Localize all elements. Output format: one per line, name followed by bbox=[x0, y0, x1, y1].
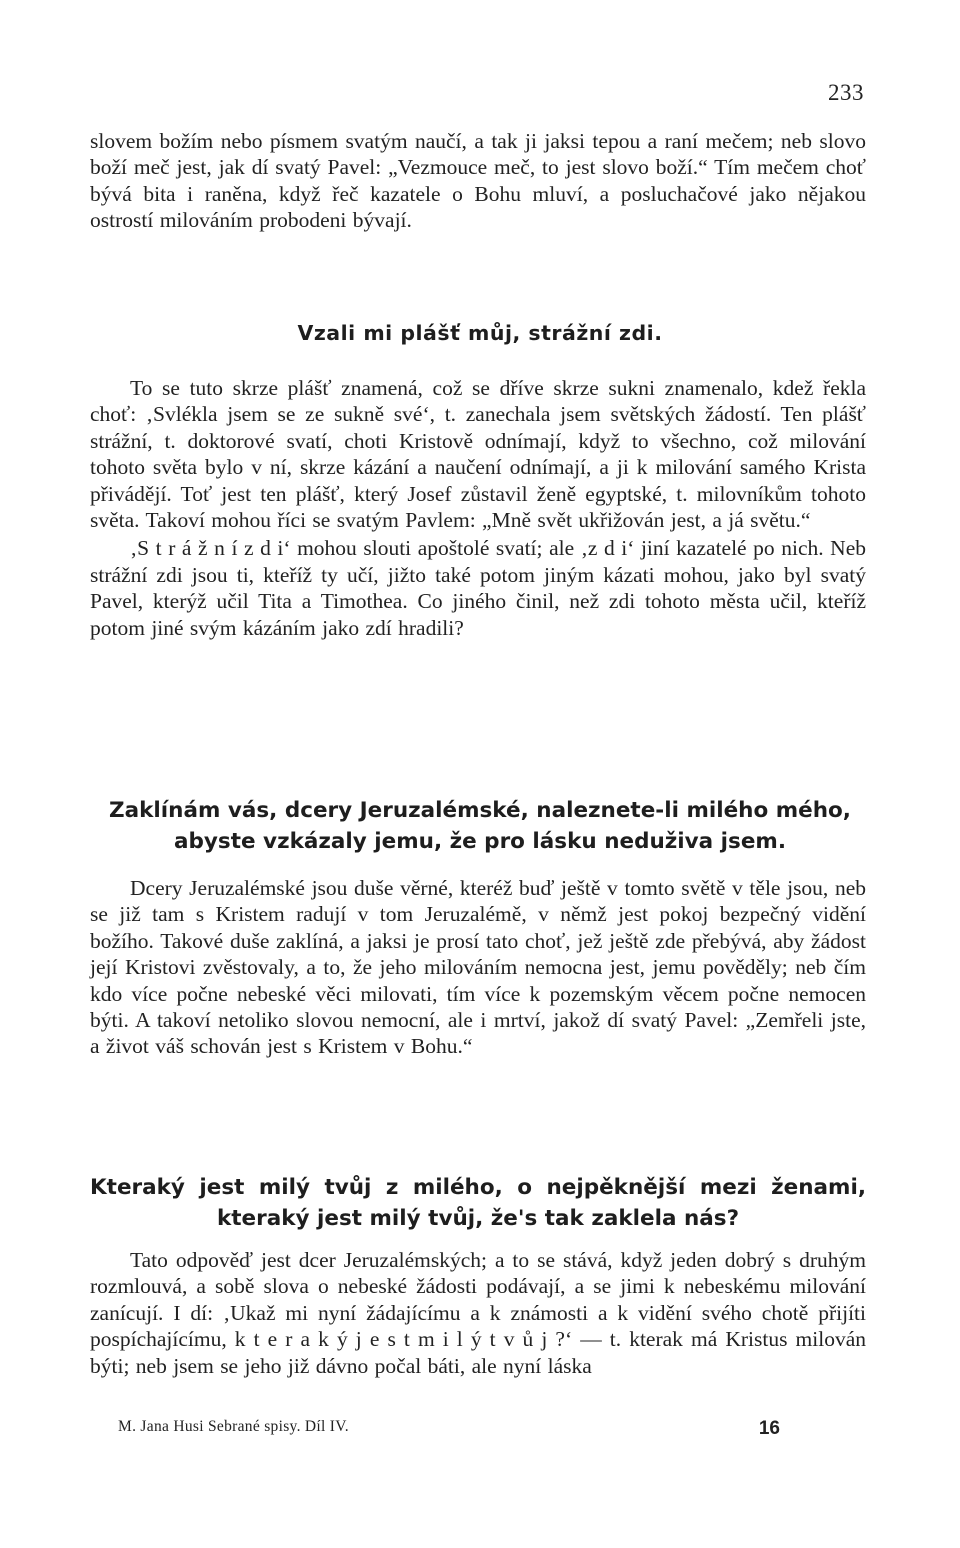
paragraph: slovem božím nebo písmem svatým naučí, a tak ji jaksi tepou a raní mečem; neb slovo boží meč jest, jak dí svatý Pavel: „Vezmouce meč, to jest slovo boží.“ Tím mečem choť bývá bita i raněna, když řeč kazatele o Bohu mluví, a posluchačové jako nějakou ostrostí milováním probodeni bývají. bbox=[90, 129, 866, 233]
footer-title: M. Jana Husi Sebrané spisy. Díl IV. bbox=[118, 1418, 349, 1435]
verse-heading-line: Zaklínám vás, dcery Jeruzalémské, naleznete-li milého mého, bbox=[109, 798, 851, 823]
page-number: 233 bbox=[828, 80, 864, 105]
verse-heading-line: abyste vzkázaly jemu, že pro lásku neduživa jsem. bbox=[174, 829, 786, 854]
paragraph-block-4 bbox=[90, 1247, 866, 1379]
paragraph: To se tuto skrze plášť znamená, což se dříve skrze sukni znamenalo, kdež řekla choť: ‚Svlékla jsem se ze sukně své‘, t. zanechala jsem světských žádostí. Ten plášť strážní, t. doktorové svatí, choti Kristově odnímají, když to všechno, což milování tohoto světa bylo v ní, skrze kázání a naučení odnímají, a ji k milování samého Krista přivádějí. Toť jest ten plášť, který Josef zůstavil ženě egyptské, t. milovníkům tohoto světa. Takoví mohou říci se svatým Pavlem: „Mně svět ukřižován jest, a já světu.“ bbox=[90, 376, 866, 533]
paragraph-block-1 bbox=[90, 128, 866, 234]
paragraph-block-3 bbox=[90, 875, 866, 1060]
paragraph: Tato odpověď jest dcer Jeruzalémských; a to se stává, když jeden dobrý s druhým rozmlouvá, a sobě slova o nebeské žádosti podávají, a se jimi k nebeskému milování zanícují. I dí: ‚Ukaž mi nyní žádajícímu a k známosti a k vidění svého chotě přijíti pospíchajícímu, k t e r a k ý j e s t m i l ý t v ů j ?‘ — t. kterak má Kristus milován býti; neb jsem se jeho již dávno počal báti, ale nyní láska bbox=[90, 1248, 866, 1378]
paragraph: ‚S t r á ž n í z d i‘ mohou slouti apoštolé svatí; ale ‚z d i‘ jiní kazatelé po nich. Neb strážní zdi jsou ti, kteříž ty učí, jižto také potom jiným kázati mohou, jako byl svatý Pavel, kterýž učil Tita a Timothea. Co jiného činil, než zdi tohoto města učil, kteříž potom jiné svým kázáním jako zdí hradili? bbox=[90, 536, 866, 640]
signature-mark: 16 bbox=[758, 1418, 780, 1439]
verse-heading-2 bbox=[80, 795, 880, 857]
verse-heading-1: Vzali mi plášť můj, strážní zdi. bbox=[297, 321, 663, 345]
paragraph: Dcery Jeruzalémské jsou duše věrné, kteréž buď ještě v tomto světě v těle jsou, neb se již tam s Kristem radují v tom Jeruzalémě, v němž jest pokoj bezpečný vidění božího. Takové duše zaklíná, a jaksi je prosí tato choť, jež ještě zde přebývá, aby žádost její Kristovi zvěstovaly, a to, že jeho milováním nemocna jest, jemu pověděly; neb čím kdo více počne nebeské věci milovati, tím více k pozemským věcem počne nemocen býti. A takoví netoliko slovou nemocní, ale i mrtví, jakož dí svatý Pavel: „Zemřeli jste, a život váš schován jest s Kristem v Bohu.“ bbox=[90, 876, 866, 1059]
verse-heading-3: Kteraký jest milý tvůj z milého, o nejpěknější mezi ženami, kteraký jest milý tvůj, že's tak zaklela nás? bbox=[90, 1175, 866, 1231]
paragraph-block-2 bbox=[90, 375, 866, 641]
